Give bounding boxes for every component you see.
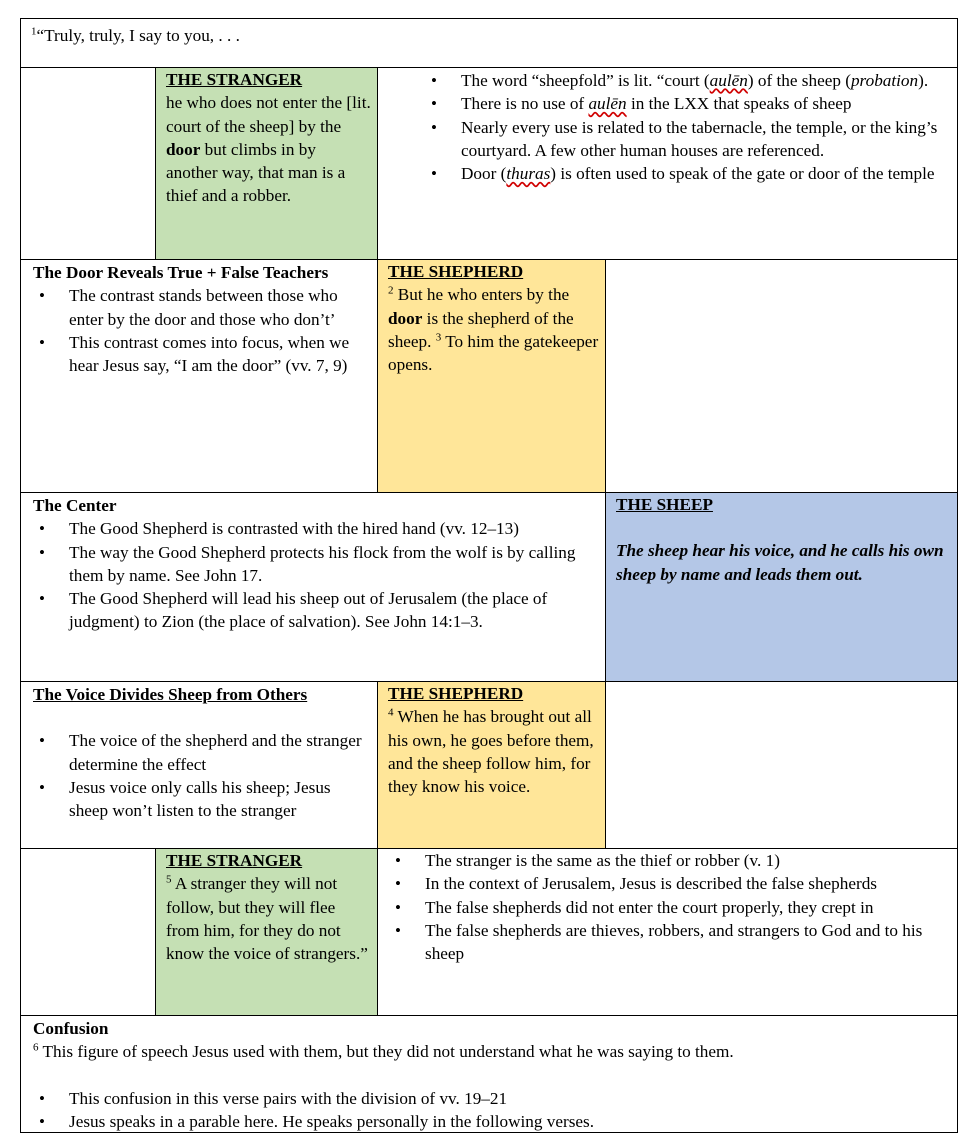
shepherd-cell-1 [377, 259, 606, 493]
shepherd-text: $^4$ When he has brought out all his own, he goes before them, and the sheep follow him, for they know his voice. [388, 706, 594, 797]
door-teachers-cell [20, 259, 378, 493]
empty-cell [20, 67, 156, 260]
shepherd-title: THE SHEPHERD [388, 262, 524, 281]
study-table [20, 18, 958, 1133]
section-heading: The Door Reveals True + False Teachers [33, 263, 329, 282]
verse-text: $^6$ This figure of speech Jesus used with them, but they did not understand what he was saying to them. [33, 1041, 734, 1062]
stranger-title: THE STRANGER [166, 851, 303, 870]
voice-list [33, 729, 369, 822]
list-item: • The false shepherds are thieves, robbers, and strangers to God and to his sheep [425, 919, 947, 966]
sheep-text: The sheep hear his voice, and he calls his own sheep by name and leads them out. [616, 541, 944, 584]
list-item: • The contrast stands between those who enter by the door and those who don’t’ [69, 284, 369, 331]
list-item: • The word “sheepfold” is lit. “court (aulēn) of the sheep (probation). [461, 69, 947, 92]
stranger-cell-2 [155, 848, 378, 1016]
confusion-list [33, 1087, 949, 1133]
list-item: • There is no use of aulēn in the LXX that speaks of sheep [461, 92, 947, 115]
list-item: • The stranger is the same as the thief or robber (v. 1) [425, 849, 947, 872]
door-teachers-list [33, 284, 369, 377]
list-item: • The Good Shepherd will lead his sheep out of Jerusalem (the place of judgment) to Zion (the place of salvation). See John 14:1–3. [69, 587, 597, 634]
list-item: • Nearly every use is related to the tabernacle, the temple, or the king’s courtyard. A few other human houses are referenced. [461, 116, 947, 163]
center-cell [20, 492, 606, 682]
verse-number: 1 [31, 25, 37, 38]
empty-cell [605, 681, 958, 849]
confusion-cell [20, 1015, 958, 1133]
stranger-text: he who does not enter the [lit. court of the sheep] by the door but climbs in by another way, that man is a thief and a robber. [166, 93, 371, 206]
list-item: • Door (thuras) is often used to speak of the gate or door of the temple [461, 162, 947, 185]
list-item: • Jesus voice only calls his sheep; Jesus sheep won’t listen to the stranger [69, 776, 369, 823]
section-heading: The Voice Divides Sheep from Others [33, 685, 308, 704]
sheepfold-notes-cell [377, 67, 958, 260]
center-list [33, 517, 597, 633]
list-item: • Jesus speaks in a parable here. He speaks personally in the following verses. [69, 1110, 949, 1133]
list-item: • The way the Good Shepherd protects his flock from the wolf is by calling them by name. See John 17. [69, 541, 597, 588]
list-item: • The voice of the shepherd and the stranger determine the effect [69, 729, 369, 776]
verse-1-intro-cell [20, 18, 958, 68]
list-item: • The false shepherds did not enter the court properly, they crept in [425, 896, 947, 919]
section-heading: Confusion [33, 1019, 109, 1038]
shepherd-cell-2 [377, 681, 606, 849]
sheep-title: THE SHEEP [616, 495, 713, 514]
stranger-text: $^5$ A stranger they will not follow, but they will flee from him, for they do not know the voice of strangers.” [166, 873, 368, 964]
sheepfold-notes-list [461, 69, 947, 185]
section-heading: The Center [33, 496, 117, 515]
stranger-title: THE STRANGER [166, 70, 303, 89]
list-item: • The Good Shepherd is contrasted with the hired hand (vv. 12–13) [69, 517, 597, 540]
voice-divides-cell [20, 681, 378, 849]
empty-cell [605, 259, 958, 493]
list-item: • In the context of Jerusalem, Jesus is described the false shepherds [425, 872, 947, 895]
false-shepherds-cell [377, 848, 958, 1016]
stranger-cell-1 [155, 67, 378, 260]
list-item: • This confusion in this verse pairs with the division of vv. 19–21 [69, 1087, 949, 1110]
verse-text: “Truly, truly, I say to you, . . . [36, 26, 240, 45]
shepherd-title: THE SHEPHERD [388, 684, 524, 703]
sheep-cell [605, 492, 958, 682]
empty-cell [20, 848, 156, 1016]
shepherd-text: $^2$ But he who enters by the door is the shepherd of the sheep. $^3$ To him the gatekeeper opens. [388, 284, 599, 375]
false-shepherds-list [425, 849, 947, 965]
list-item: • This contrast comes into focus, when we hear Jesus say, “I am the door” (vv. 7, 9) [69, 331, 369, 378]
